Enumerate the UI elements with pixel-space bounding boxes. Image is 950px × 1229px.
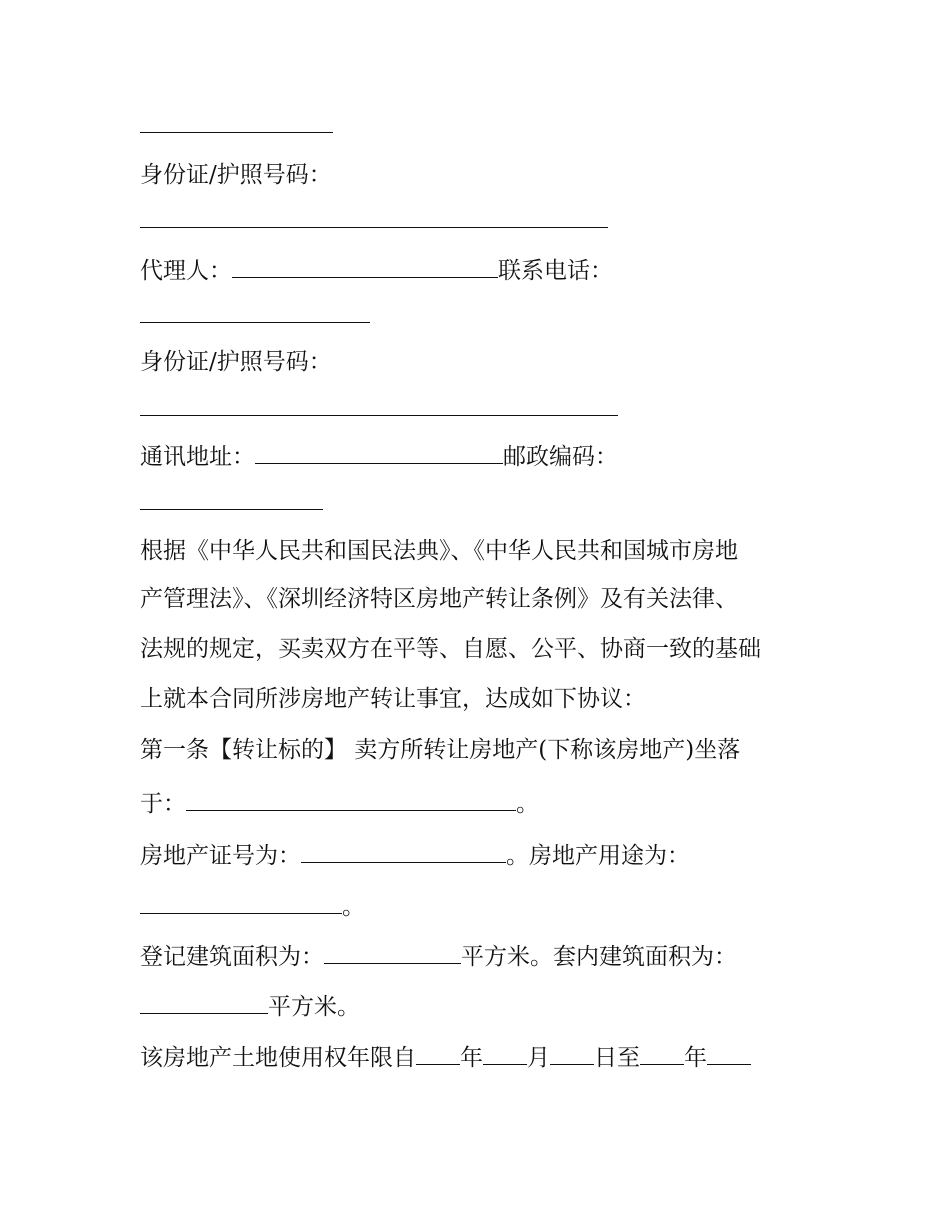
- year-label: 年: [684, 1045, 707, 1071]
- located-prefix: 于：: [140, 791, 186, 817]
- address-row: [140, 441, 618, 472]
- usage-field[interactable]: [140, 891, 342, 914]
- id-number-row-1: [140, 160, 332, 190]
- article-1-heading: 第一条【转让标的】 卖方所转让房地产(下称该房地产)坐落: [140, 737, 741, 763]
- usage-label: 。房地产用途为：: [506, 843, 690, 869]
- paragraph-line: 根据《中华人民共和国民法典》、《中华人民共和国城市房地: [140, 538, 738, 564]
- address-field[interactable]: [255, 441, 503, 464]
- certificate-field[interactable]: [301, 840, 506, 863]
- inner-area-blank-row: [140, 991, 360, 1022]
- month-label: 月: [527, 1045, 550, 1071]
- address-label: 通讯地址：: [140, 444, 255, 470]
- certificate-row: [140, 840, 690, 871]
- certificate-label: 房地产证号为：: [140, 843, 301, 869]
- area-row: [140, 941, 737, 972]
- id-number-field[interactable]: [140, 205, 608, 228]
- start-year-field[interactable]: [416, 1042, 460, 1065]
- id-number-blank-1: [140, 205, 608, 236]
- phone-blank-row: [140, 300, 370, 331]
- phone-field[interactable]: [140, 300, 370, 323]
- id-number-field[interactable]: [140, 393, 618, 416]
- land-term-row: [140, 1042, 751, 1073]
- postcode-blank-row: [140, 487, 323, 518]
- blank-field[interactable]: [140, 110, 333, 133]
- paragraph-line: 上就本合同所涉房地产转让事宜，达成如下协议：: [140, 686, 646, 712]
- id-label: 身份证/护照号码：: [140, 162, 332, 188]
- agent-label: 代理人：: [140, 258, 232, 284]
- start-day-field[interactable]: [550, 1042, 594, 1065]
- location-field[interactable]: [186, 788, 516, 811]
- registered-area-label: 登记建筑面积为：: [140, 944, 324, 970]
- land-term-label: 该房地产土地使用权年限自: [140, 1045, 416, 1071]
- location-row: [140, 788, 539, 819]
- inner-area-field[interactable]: [140, 991, 268, 1014]
- blank-line-top: [140, 110, 333, 141]
- usage-blank-row: [140, 891, 365, 922]
- year-label: 年: [460, 1045, 483, 1071]
- id-label: 身份证/护照号码：: [140, 349, 332, 375]
- end-month-field[interactable]: [707, 1042, 751, 1065]
- registered-area-field[interactable]: [324, 941, 461, 964]
- postcode-label: 邮政编码：: [503, 444, 618, 470]
- sqm-label: 平方米。: [268, 994, 360, 1020]
- start-month-field[interactable]: [483, 1042, 527, 1065]
- agent-row: [140, 255, 613, 286]
- period: 。: [516, 791, 539, 817]
- id-number-row-2: [140, 347, 332, 377]
- postcode-field[interactable]: [140, 487, 323, 510]
- end-year-field[interactable]: [640, 1042, 684, 1065]
- paragraph-line: 法规的规定，买卖双方在平等、自愿、公平、协商一致的基础: [140, 636, 761, 662]
- inner-area-label: 平方米。套内建筑面积为：: [461, 944, 737, 970]
- period: 。: [342, 894, 365, 920]
- id-number-blank-2: [140, 393, 618, 424]
- day-to-label: 日至: [594, 1045, 640, 1071]
- phone-label: 联系电话：: [498, 258, 613, 284]
- paragraph-line: 产管理法》、《深圳经济特区房地产转让条例》及有关法律、: [140, 586, 738, 612]
- agent-field[interactable]: [232, 255, 498, 278]
